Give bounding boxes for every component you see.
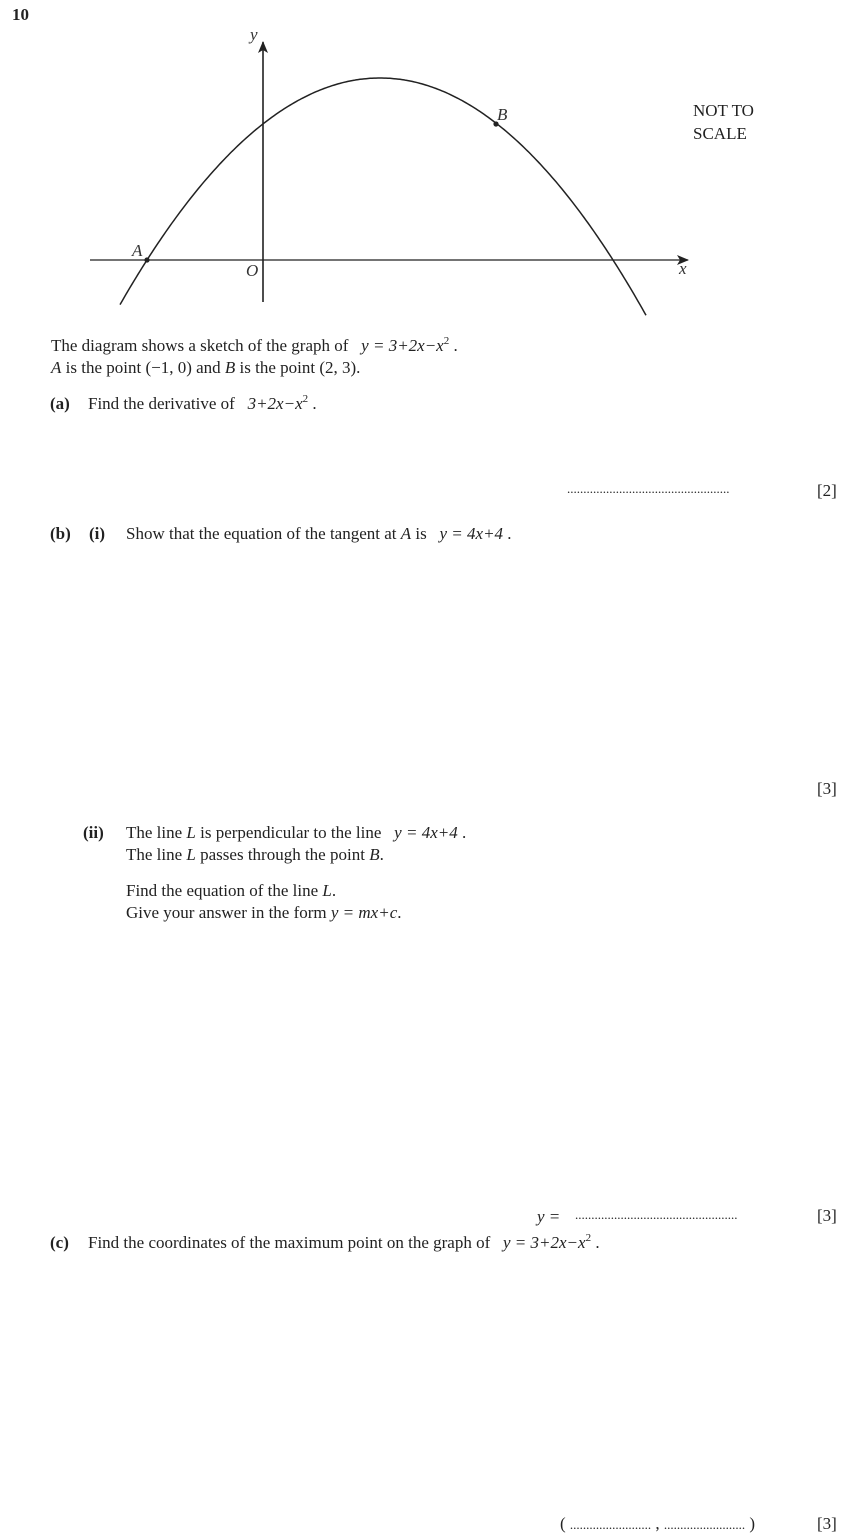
part-c-question: Find the coordinates of the maximum point on the graph of $y = 3+2x-x^2$ . <box>88 1232 600 1252</box>
part-b-ii-line4: Give your answer in the form y = mx+c. <box>126 903 402 922</box>
part-c-answer: ( ......................... , ......................... ) <box>560 1514 756 1533</box>
part-b-ii-line1: The line L is perpendicular to the line y = 4x+4 . <box>126 823 467 842</box>
part-a-question: Find the derivative of $3+2x-x^2$ . <box>88 393 317 413</box>
part-b-ii-answer-line[interactable]: .................................................. <box>575 1207 738 1222</box>
intro-text: The diagram shows a sketch of the graph of <box>51 336 349 355</box>
question-number: 10 <box>12 5 29 24</box>
point-b-label: B <box>497 105 508 124</box>
intro-line1: The diagram shows a sketch of the graph of $y = 3+2x-x^2$ . <box>51 335 458 355</box>
part-c-answer-y[interactable]: ......................... <box>663 1517 746 1532</box>
origin-label: O <box>246 261 259 280</box>
part-b-i-marks: [3] <box>817 779 837 798</box>
parabola-curve <box>120 78 646 315</box>
part-b-i-question: Show that the equation of the tangent at A is y = 4x+4 . <box>126 524 512 543</box>
part-b-ii-marks: [3] <box>817 1206 837 1225</box>
part-b-ii-answer-prefix: y = <box>537 1207 561 1226</box>
point-a-label: A <box>132 241 143 260</box>
part-b-label: (b) <box>50 524 71 543</box>
note-line2: SCALE <box>693 124 747 143</box>
x-axis-label: x <box>679 259 687 278</box>
part-b-ii-label: (ii) <box>83 823 104 842</box>
y-axis-label: y <box>250 25 258 44</box>
part-c-label: (c) <box>50 1233 69 1252</box>
part-b-ii-line2: The line L passes through the point B. <box>126 845 384 864</box>
part-b-i-label: (i) <box>89 524 106 543</box>
part-c-answer-x[interactable]: ......................... <box>569 1517 652 1532</box>
part-a-answer-line[interactable]: .................................................. <box>567 481 730 496</box>
note-line1: NOT TO <box>693 101 754 120</box>
parabola-diagram <box>0 0 853 330</box>
part-c-marks: [3] <box>817 1514 837 1533</box>
point-a-dot <box>144 257 149 262</box>
part-b-ii-line3: Find the equation of the line L. <box>126 881 337 900</box>
intro-line2: A is the point (−1, 0) and B is the point (2, 3). <box>51 358 361 377</box>
not-to-scale-note <box>693 99 754 145</box>
part-a-marks: [2] <box>817 481 837 500</box>
intro-equation: $y = 3+2x-x^2$ <box>361 335 450 355</box>
part-a-label: (a) <box>50 394 70 413</box>
